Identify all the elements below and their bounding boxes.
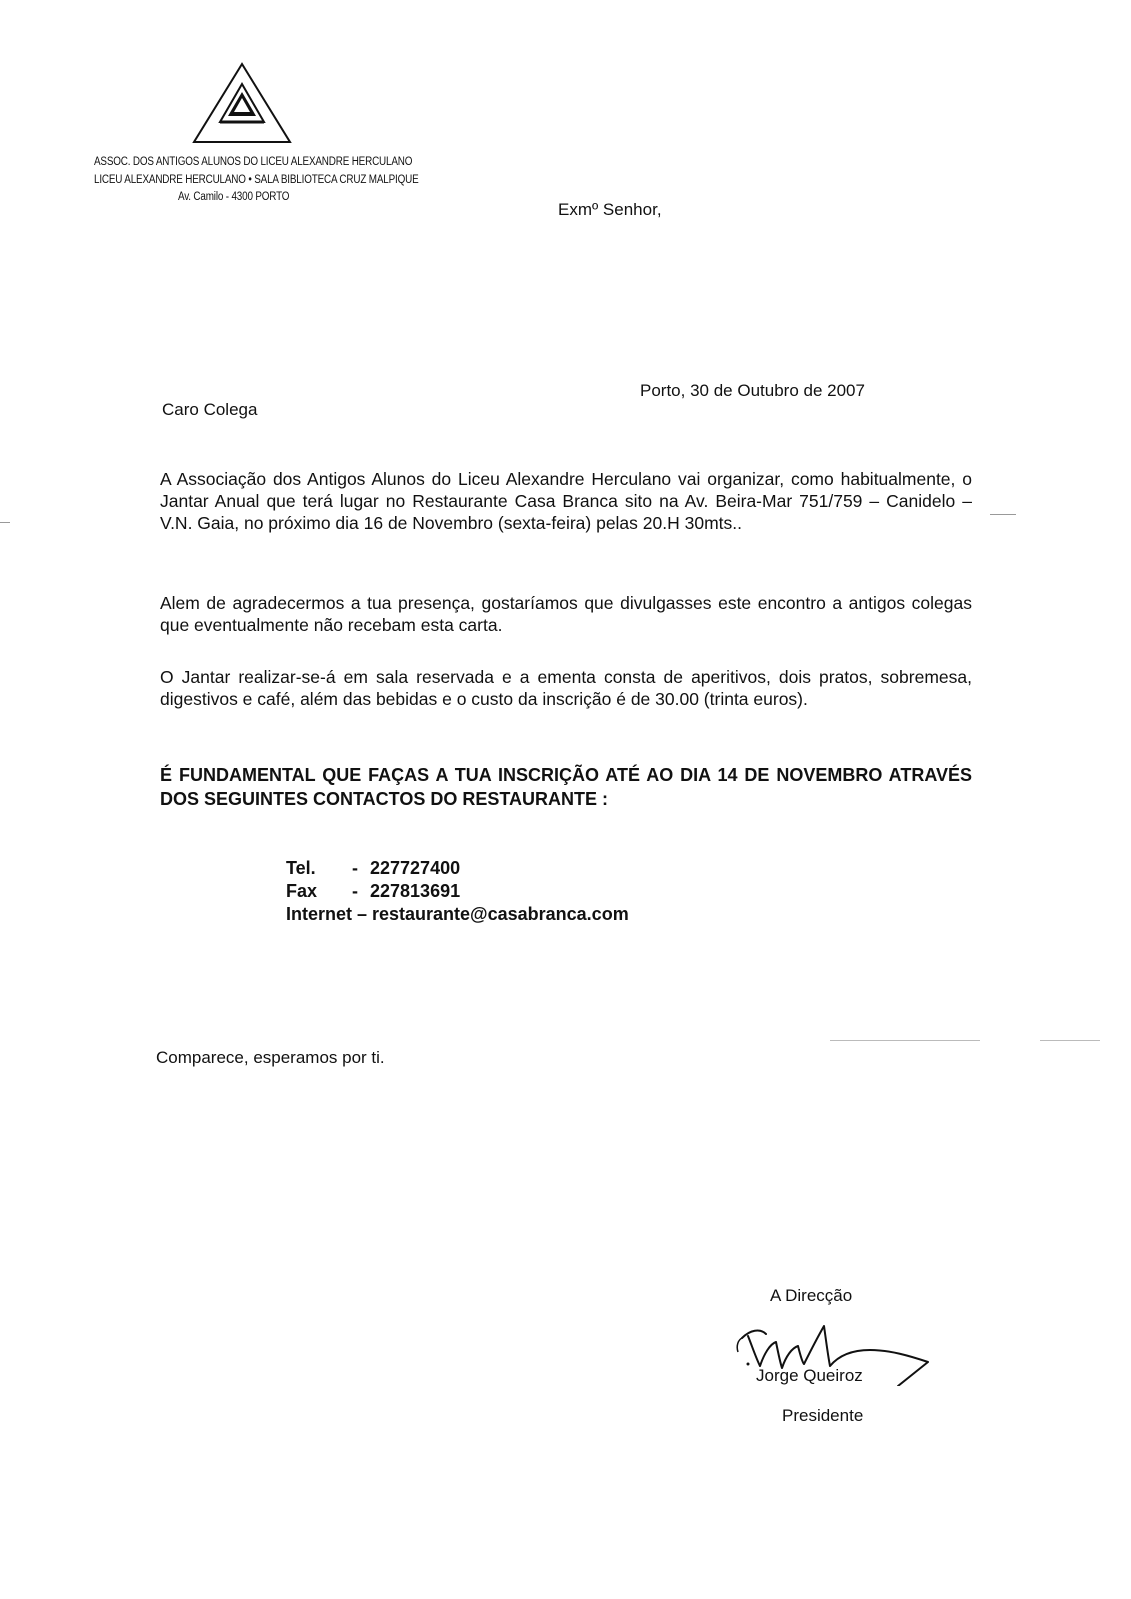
contact-label: Tel. bbox=[286, 858, 316, 878]
signatory-name: Jorge Queiroz bbox=[756, 1366, 863, 1385]
contact-internet: Internet – restaurante@casabranca.com bbox=[286, 904, 629, 924]
restaurant-contacts bbox=[286, 857, 629, 926]
contact-fax bbox=[286, 880, 629, 903]
phone-number: 227727400 bbox=[370, 858, 461, 878]
contact-phone bbox=[286, 857, 629, 880]
scan-mark bbox=[0, 522, 10, 523]
paragraph-menu-cost: O Jantar realizar-se-á em sala reservada e a ementa consta de aperitivos, dois pratos, sobremesa, digestivos e café, além das bebidas e o custo da inscrição é de 30.00 (trinta euros). bbox=[160, 667, 972, 709]
letterhead-address: Av. Camilo - 4300 PORTO bbox=[178, 191, 290, 203]
contact-separator: - bbox=[352, 881, 358, 901]
fax-number: 227813691 bbox=[370, 881, 461, 901]
letter-date: Porto, 30 de Outubro de 2007 bbox=[640, 381, 865, 400]
paragraph-invite-colleagues: Alem de agradecermos a tua presença, gostaríamos que divulgasses este encontro a antigos colegas que eventualmente não recebam esta carta. bbox=[160, 593, 972, 635]
signature-from: A Direcção bbox=[770, 1286, 853, 1305]
paragraph-registration-deadline: É FUNDAMENTAL QUE FAÇAS A TUA INSCRIÇÃO ATÉ AO DIA 14 DE NOVEMBRO ATRAVÉS DOS SEGUINTES CONTACTOS DO RESTAURANTE : bbox=[160, 765, 972, 809]
signatory-role: Presidente bbox=[782, 1406, 864, 1425]
contact-separator: - bbox=[352, 858, 358, 878]
paragraph-dinner-announcement: A Associação dos Antigos Alunos do Liceu Alexandre Herculano vai organizar, como habitualmente, o Jantar Anual que terá lugar no Restaurante Casa Branca sito na Av. Beira-Mar 751/759 – Canidelo – V.N. Gaia, no próximo dia 16 de Novembro (sexta-feira) pelas 20.H 30mts.. bbox=[160, 469, 972, 533]
letterhead-line-2: LICEU ALEXANDRE HERCULANO • SALA BIBLIOTECA CRUZ MALPIQUE bbox=[94, 174, 419, 186]
letterhead-line-1: ASSOC. DOS ANTIGOS ALUNOS DO LICEU ALEXANDRE HERCULANO bbox=[94, 156, 413, 168]
scan-mark bbox=[1040, 1040, 1100, 1041]
association-logo bbox=[192, 62, 292, 146]
closing-line: Comparece, esperamos por ti. bbox=[156, 1048, 385, 1067]
recipient-salutation: Exmº Senhor, bbox=[558, 200, 662, 219]
signature-block bbox=[740, 1286, 980, 1446]
contact-label: Fax bbox=[286, 881, 318, 901]
greeting: Caro Colega bbox=[162, 400, 258, 419]
scan-mark bbox=[990, 514, 1016, 515]
scan-mark bbox=[830, 1040, 980, 1041]
